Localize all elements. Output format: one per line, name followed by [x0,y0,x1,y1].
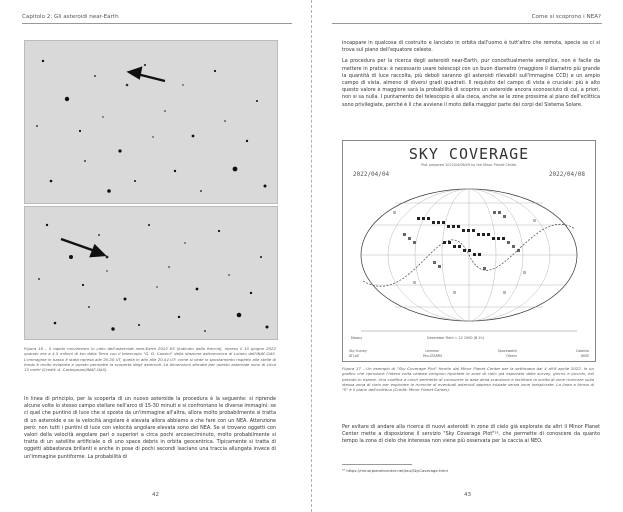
header-rule-left [22,23,292,24]
sky-date-right: 2022/04/08 [548,171,585,178]
sky-footer-mid: December Field = 12 1900 (B 1h) [427,336,484,340]
left-page [0,0,311,512]
header-rule-right [332,23,602,24]
right-paragraph-2: La procedura per la ricerca degli asteroidi near-Earth, pur concettualmente semplice, non è facile da mettere in pratica: è necessario usare telescopi con un buon diametro (maggiore il diametro più grande la quantità di luce raccolta, più deboli saranno gli asteroidi rilevabili sull'immagine CCD) e un ampio campo di vista, almeno di diversi gradi quadrati. Il requisito del campo di vista è cruciale: più è alto questo valore è maggiore sarà la probabilità di scoprire un asteroide ancora sconosciuto di cui, a priori, non si sa nulla. I puntamento del telescopio è alla cieca, anche se le zone prossime al piano dell'eclittica sono privilegiate, perché è lì che avviene il moto della maggior parte dei corpi del Sistema Solare. [342,58,600,108]
sky-subtitle: Plot prepared 2022/04/08/09 by the Minor Planet Center [421,163,517,167]
right-paragraph-1: incappare in qualcosa di costruito e lanciato in orbita dall'uomo è tutt'altro che remota, specie se ci si trova sul piano dell'equatore celeste. [342,40,600,54]
running-head-right: Come si scoprono i NEA? [531,14,601,20]
page-number-left: 42 [152,492,159,498]
legend-item: Spacewatch [497,349,518,353]
starfield-top [25,41,277,203]
running-head-left: Capitolo 2: Gli asteroidi near-Earth [22,14,119,20]
sky-coverage-plot [342,140,596,362]
asteroid-photo-top [24,40,278,204]
sky-footer-left: Moony [351,336,363,340]
sky-legend [349,348,589,358]
left-body-text [24,396,276,465]
legend-item: Pan-STARRS [422,354,443,358]
sky-map [343,141,595,361]
right-body-text-top [342,40,600,113]
footnote-19: ¹⁹ https://minorplanetcenter.net/iau/SkyCoverage.html [342,468,448,473]
legend-item: WISE [580,354,589,358]
left-paragraph: In linea di principio, per la scoperta di un nuovo asteroide la procedura è la seguente: si riprende alcune volte lo stesso campo stellare nell'arco di 15-30 minuti e si confrontano le diverse immagini: se ci quel che puntino di luce che si sposta da un'immagine all'altra, allora molto probabilmente si tratta di un asteroide e se la velocità angolare è elevata allora abbiamo a che fare con un NEA. Attenzione però: non tutti i puntini di luce con velocità angolare elevata sono dei NEA. Se si trovano oggetti con valori della velocità angolare pari o superiori a circa pochi arcosec/minuto, molto probabilmente si tratta di un satellite artificiale o di uno space debris in orbita geocentrica. Tipicamente si tratta di oggetti abbastanza brillanti e anche in pose di pochi secondi lasciano una traccia allungata invece di un'immagine puntiforme. La probabilità di [24,396,276,460]
right-body-text-bottom [342,424,600,450]
legend-item: Lemmon [425,349,440,353]
sky-date-left: 2022/04/04 [353,171,390,178]
page-number-right: 43 [464,492,471,498]
figure-16-caption: Figura 16 – Il rapido movimento in cielo dell'asteroide near-Earth 2022 KS (indicato dalla freccia), ripreso il 10 giugno 2022 quando era a 4,5 milioni di km dalla Terra con il telescopio "G. D. Cassini" della stazione astronomica di Loiano dell'INAF-OAS. L'immagine in basso è stata ripresa alle 20.50 UT, quella in alto alle 20.54 UT: come si vede lo spostamento rispetto alle stelle di fondo è molto evidente e questo permette la scoperta degli asteroidi. Le dimensioni stimate per questo asteroide sono di circa 15 metri (Credit: A. Carbognani/INAF-OAS). [24,346,276,373]
sky-title: SKY COVERAGE [408,145,530,163]
legend-item: Others [506,354,517,358]
starfield-bottom [25,207,277,339]
legend-item: Catalina [575,349,589,353]
legend-item: Sky Survey [349,349,367,353]
right-page [312,0,623,512]
footnote-rule [342,464,412,465]
right-paragraph-3: Per evitare di andare alla ricerca di nuovi asteroidi in zone di cielo già esplorate da altri il Minor Planet Center mette a disposizione il servizio "Sky Coverage Plot"¹⁹, che permette di conoscere da quanto tempo la zona di cielo che interessa non viene più osservata per la caccia ai NEO. [342,424,600,445]
figure-17-caption: Figura 17 – Un esempio di "Sky Coverage Plot" fornito dal Minor Planet Center per la settimana dal 4 all'8 aprile 2022. In un grafico che riproduce l'intera volta celeste vengono riportate le zone di cielo già esplorate dalle survey, giorno e piccolo, nel periodo in esame. Una codifica a colori permette di conoscere la data della scansione e facilitare la scelta di zone ricercare sulla stessa zona di cielo per esplorare le ricerche di eventuali asteroidi appena iniziate senza zone inesplorate. La linea a forma di "S" è il piano dell'eclittica (Credit: Minor Planet Center). [342,366,594,393]
legend-item: ATLAS [349,354,359,358]
asteroid-photo-bottom [24,206,278,340]
